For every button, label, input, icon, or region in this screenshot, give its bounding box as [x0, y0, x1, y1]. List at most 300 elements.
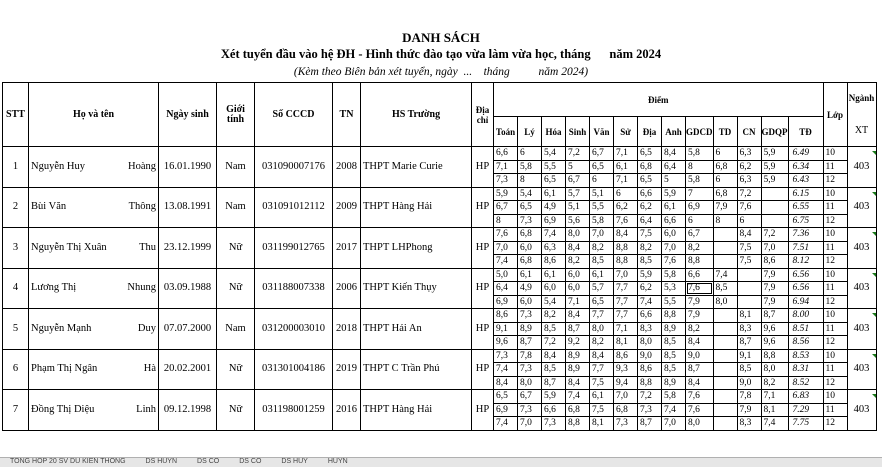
score-cell[interactable]	[713, 309, 737, 323]
score-cell[interactable]: 7,0	[590, 228, 614, 242]
score-cell[interactable]: 8,5	[662, 349, 686, 363]
score-cell[interactable]: 5,4	[542, 295, 566, 309]
score-cell[interactable]: 6,9	[494, 403, 518, 417]
score-cell[interactable]: 8,1	[614, 336, 638, 350]
score-cell[interactable]: 5,4	[542, 147, 566, 161]
score-cell[interactable]: 6,7	[494, 201, 518, 215]
score-cell[interactable]: 7,4	[566, 390, 590, 404]
score-cell[interactable]: 6,6	[662, 214, 686, 228]
score-cell[interactable]: 7,5	[590, 403, 614, 417]
score-cell[interactable]: 6,1	[590, 390, 614, 404]
score-cell[interactable]: 7,7	[614, 295, 638, 309]
score-cell[interactable]: 7,8	[737, 390, 761, 404]
score-cell[interactable]: 6,3	[737, 174, 761, 188]
score-cell[interactable]: 6,0	[566, 268, 590, 282]
score-cell[interactable]	[713, 403, 737, 417]
score-cell[interactable]: 6,0	[518, 295, 542, 309]
score-cell[interactable]: 9,1	[737, 349, 761, 363]
score-cell[interactable]: 6,1	[518, 268, 542, 282]
score-cell[interactable]: 9,6	[761, 322, 788, 336]
score-cell[interactable]: 5,9	[662, 187, 686, 201]
score-cell[interactable]: 6,5	[494, 390, 518, 404]
average-cell[interactable]: 6.43	[788, 174, 823, 188]
score-cell[interactable]: 7,0	[518, 417, 542, 431]
lop-cell[interactable]: 11	[823, 160, 847, 174]
score-cell[interactable]: 7,2	[638, 390, 662, 404]
score-cell[interactable]: 7,9	[686, 309, 714, 323]
score-cell[interactable]: 8,4	[494, 376, 518, 390]
score-cell[interactable]: 7,3	[494, 349, 518, 363]
score-cell[interactable]: 8,9	[566, 363, 590, 377]
score-cell[interactable]: 8,9	[662, 376, 686, 390]
stt-cell[interactable]: 4	[3, 268, 29, 309]
score-cell[interactable]: 7,0	[761, 241, 788, 255]
score-cell[interactable]: 8,5	[542, 322, 566, 336]
score-cell[interactable]: 6,5	[638, 147, 662, 161]
lop-cell[interactable]: 10	[823, 187, 847, 201]
score-cell[interactable]: 7,0	[614, 268, 638, 282]
score-cell[interactable]: 7,4	[494, 417, 518, 431]
score-cell[interactable]: 8,2	[686, 241, 714, 255]
score-cell[interactable]: 6,6	[638, 309, 662, 323]
score-cell[interactable]: 6,9	[686, 201, 714, 215]
score-cell[interactable]: 5,8	[686, 174, 714, 188]
score-cell[interactable]	[761, 187, 788, 201]
score-cell[interactable]: 8,4	[566, 241, 590, 255]
score-cell[interactable]: 6,7	[518, 390, 542, 404]
score-cell[interactable]: 8,4	[614, 228, 638, 242]
score-cell[interactable]: 5,9	[761, 147, 788, 161]
tn-cell[interactable]: 2008	[333, 147, 361, 188]
score-cell[interactable]: 8,1	[761, 403, 788, 417]
address-cell[interactable]: HP	[472, 228, 494, 269]
score-cell[interactable]: 7,3	[638, 403, 662, 417]
lop-cell[interactable]: 11	[823, 322, 847, 336]
cccd-cell[interactable]: 031188007338	[255, 268, 333, 309]
lop-cell[interactable]: 12	[823, 295, 847, 309]
score-cell[interactable]: 6,5	[590, 295, 614, 309]
score-cell[interactable]: 7,9	[761, 268, 788, 282]
score-cell[interactable]: 7,0	[614, 390, 638, 404]
score-cell[interactable]	[713, 363, 737, 377]
score-cell[interactable]: 7,2	[566, 147, 590, 161]
score-cell[interactable]: 8,0	[713, 295, 737, 309]
name-cell[interactable]	[29, 228, 159, 269]
score-cell[interactable]: 6,7	[590, 147, 614, 161]
score-cell[interactable]: 8,2	[686, 322, 714, 336]
average-cell[interactable]: 8.53	[788, 349, 823, 363]
score-cell[interactable]	[737, 268, 761, 282]
score-cell[interactable]: 5,7	[590, 282, 614, 296]
score-cell[interactable]: 5,9	[494, 187, 518, 201]
score-cell[interactable]	[737, 295, 761, 309]
score-cell[interactable]: 7,1	[614, 147, 638, 161]
score-cell[interactable]: 6,8	[713, 187, 737, 201]
score-cell[interactable]: 6,1	[662, 201, 686, 215]
school-cell[interactable]: THPT Kiến Thụy	[361, 268, 472, 309]
score-cell[interactable]	[713, 241, 737, 255]
cccd-cell[interactable]: 031200003010	[255, 309, 333, 350]
lop-cell[interactable]: 12	[823, 214, 847, 228]
score-cell[interactable]: 6,3	[542, 241, 566, 255]
score-cell[interactable]: 8,4	[737, 228, 761, 242]
score-cell[interactable]: 4,9	[518, 282, 542, 296]
gender-cell[interactable]: Nữ	[217, 268, 255, 309]
score-cell[interactable]: 5,5	[542, 160, 566, 174]
average-cell[interactable]: 8.52	[788, 376, 823, 390]
score-cell[interactable]: 8,8	[638, 376, 662, 390]
score-cell[interactable]: 8,5	[662, 336, 686, 350]
score-cell[interactable]: 9,6	[761, 336, 788, 350]
score-cell[interactable]	[713, 349, 737, 363]
score-cell[interactable]: 8,2	[638, 241, 662, 255]
score-cell[interactable]: 8,7	[737, 336, 761, 350]
name-cell[interactable]	[29, 349, 159, 390]
tn-cell[interactable]: 2016	[333, 390, 361, 431]
score-cell[interactable]: 8,8	[566, 417, 590, 431]
score-cell[interactable]: 6,9	[542, 214, 566, 228]
score-cell[interactable]: 8,7	[638, 417, 662, 431]
score-cell[interactable]: 8,5	[638, 255, 662, 269]
score-cell[interactable]: 6,6	[542, 403, 566, 417]
score-cell[interactable]: 7,5	[590, 376, 614, 390]
score-cell[interactable]: 7,4	[761, 417, 788, 431]
score-cell[interactable]: 7,9	[737, 403, 761, 417]
tn-cell[interactable]: 2018	[333, 309, 361, 350]
score-cell[interactable]: 5,8	[590, 214, 614, 228]
score-cell[interactable]: 7,7	[614, 309, 638, 323]
score-cell[interactable]: 8,2	[761, 376, 788, 390]
score-cell[interactable]: 8,5	[542, 363, 566, 377]
score-cell[interactable]: 6,1	[614, 160, 638, 174]
lop-cell[interactable]: 11	[823, 282, 847, 296]
score-cell[interactable]: 8	[713, 214, 737, 228]
school-cell[interactable]: THPT Hàng Hải	[361, 187, 472, 228]
score-cell[interactable]: 8,0	[518, 376, 542, 390]
score-cell[interactable]: 5,9	[542, 390, 566, 404]
score-cell[interactable]: 7,1	[761, 390, 788, 404]
score-cell[interactable]: 5,3	[662, 282, 686, 296]
average-cell[interactable]: 6.83	[788, 390, 823, 404]
score-cell[interactable]: 7	[686, 187, 714, 201]
score-cell[interactable]: 8,6	[614, 349, 638, 363]
sheet-tab[interactable]: HUYN	[327, 458, 348, 465]
score-cell[interactable]: 8,2	[566, 255, 590, 269]
score-cell[interactable]: 8,9	[662, 322, 686, 336]
score-cell[interactable]: 8,6	[542, 255, 566, 269]
lop-cell[interactable]: 12	[823, 336, 847, 350]
average-cell[interactable]: 6.75	[788, 214, 823, 228]
score-cell[interactable]: 7,5	[638, 228, 662, 242]
lop-cell[interactable]: 10	[823, 147, 847, 161]
gender-cell[interactable]: Nam	[217, 309, 255, 350]
score-cell[interactable]: 6,8	[713, 160, 737, 174]
score-cell[interactable]: 6,2	[737, 160, 761, 174]
score-cell[interactable]: 7,4	[662, 403, 686, 417]
score-cell[interactable]: 8,0	[590, 322, 614, 336]
score-cell[interactable]: 7,3	[518, 309, 542, 323]
score-cell[interactable]: 6,6	[686, 268, 714, 282]
score-cell[interactable]	[713, 390, 737, 404]
xt-cell[interactable]: 403	[847, 187, 876, 228]
score-cell[interactable]: 5,6	[566, 214, 590, 228]
score-cell[interactable]: 7,3	[518, 363, 542, 377]
tn-cell[interactable]: 2019	[333, 349, 361, 390]
score-cell[interactable]: 7,0	[662, 417, 686, 431]
score-cell[interactable]: 6,3	[737, 147, 761, 161]
score-cell[interactable]	[761, 214, 788, 228]
name-cell[interactable]	[29, 147, 159, 188]
score-cell[interactable]: 7,0	[662, 241, 686, 255]
score-cell[interactable]: 9,2	[566, 336, 590, 350]
score-cell[interactable]: 7,6	[614, 214, 638, 228]
score-cell[interactable]: 7,6	[662, 255, 686, 269]
score-cell[interactable]: 8,8	[686, 255, 714, 269]
score-cell[interactable]: 8,6	[494, 309, 518, 323]
average-cell[interactable]: 8.00	[788, 309, 823, 323]
score-cell[interactable]: 5,9	[761, 174, 788, 188]
xt-cell[interactable]: 403	[847, 268, 876, 309]
score-cell[interactable]: 7,9	[686, 295, 714, 309]
average-cell[interactable]: 6.49	[788, 147, 823, 161]
score-cell[interactable]	[713, 417, 737, 431]
name-cell[interactable]	[29, 187, 159, 228]
dob-cell[interactable]: 16.01.1990	[159, 147, 217, 188]
score-cell[interactable]: 6,6	[638, 187, 662, 201]
score-cell[interactable]: 6,8	[638, 160, 662, 174]
score-cell[interactable]: 8,6	[638, 363, 662, 377]
address-cell[interactable]: HP	[472, 309, 494, 350]
score-cell[interactable]: 8,0	[686, 417, 714, 431]
address-cell[interactable]: HP	[472, 390, 494, 431]
score-cell[interactable]: 7,9	[761, 282, 788, 296]
score-cell[interactable]: 8,8	[761, 349, 788, 363]
score-cell[interactable]: 8	[686, 160, 714, 174]
address-cell[interactable]: HP	[472, 349, 494, 390]
score-cell[interactable]: 7,1	[494, 160, 518, 174]
score-cell[interactable]	[713, 228, 737, 242]
score-cell[interactable]: 8,4	[566, 376, 590, 390]
tn-cell[interactable]: 2009	[333, 187, 361, 228]
score-cell[interactable]: 7,6	[686, 282, 714, 296]
dob-cell[interactable]: 07.07.2000	[159, 309, 217, 350]
score-cell[interactable]: 6,9	[494, 295, 518, 309]
score-cell[interactable]: 8,5	[590, 255, 614, 269]
score-cell[interactable]: 8,7	[761, 309, 788, 323]
score-cell[interactable]: 7,4	[494, 255, 518, 269]
score-cell[interactable]: 5,1	[566, 201, 590, 215]
lop-cell[interactable]: 11	[823, 363, 847, 377]
cccd-cell[interactable]: 031301004186	[255, 349, 333, 390]
dob-cell[interactable]: 20.02.2001	[159, 349, 217, 390]
lop-cell[interactable]: 12	[823, 376, 847, 390]
score-cell[interactable]: 8,5	[662, 363, 686, 377]
name-cell[interactable]	[29, 309, 159, 350]
score-cell[interactable]: 6	[686, 214, 714, 228]
score-cell[interactable]: 7,8	[518, 349, 542, 363]
score-cell[interactable]: 7,6	[686, 390, 714, 404]
score-cell[interactable]: 6	[590, 174, 614, 188]
average-cell[interactable]: 7.36	[788, 228, 823, 242]
score-cell[interactable]: 5	[662, 174, 686, 188]
score-cell[interactable]: 6,5	[638, 174, 662, 188]
score-cell[interactable]: 7,9	[713, 201, 737, 215]
score-cell[interactable]	[761, 201, 788, 215]
sheet-tab[interactable]: TONG HOP 20 SV DU KIEN THONG	[10, 458, 126, 465]
score-cell[interactable]: 8,4	[542, 349, 566, 363]
average-cell[interactable]: 8.12	[788, 255, 823, 269]
score-cell[interactable]: 6	[713, 174, 737, 188]
gender-cell[interactable]: Nữ	[217, 228, 255, 269]
score-cell[interactable]: 8,2	[542, 309, 566, 323]
score-cell[interactable]	[713, 322, 737, 336]
score-cell[interactable]: 7,4	[542, 228, 566, 242]
cccd-cell[interactable]: 031090007176	[255, 147, 333, 188]
lop-cell[interactable]: 10	[823, 228, 847, 242]
score-cell[interactable]: 8,7	[566, 322, 590, 336]
score-cell[interactable]: 6	[614, 187, 638, 201]
lop-cell[interactable]: 10	[823, 390, 847, 404]
score-cell[interactable]: 5,8	[662, 390, 686, 404]
score-cell[interactable]	[713, 376, 737, 390]
stt-cell[interactable]: 5	[3, 309, 29, 350]
gender-cell[interactable]: Nữ	[217, 390, 255, 431]
score-cell[interactable]: 7,4	[494, 363, 518, 377]
average-cell[interactable]: 6.94	[788, 295, 823, 309]
score-cell[interactable]: 8,3	[737, 417, 761, 431]
score-cell[interactable]: 7,0	[494, 241, 518, 255]
score-cell[interactable]: 8,9	[566, 349, 590, 363]
score-cell[interactable]: 8,0	[761, 363, 788, 377]
score-cell[interactable]: 8	[494, 214, 518, 228]
score-cell[interactable]: 5,4	[518, 187, 542, 201]
average-cell[interactable]: 8.31	[788, 363, 823, 377]
score-cell[interactable]: 8,4	[662, 147, 686, 161]
lop-cell[interactable]: 11	[823, 241, 847, 255]
score-cell[interactable]: 7,2	[542, 336, 566, 350]
score-cell[interactable]: 7,1	[614, 322, 638, 336]
score-cell[interactable]: 6,0	[662, 228, 686, 242]
score-cell[interactable]: 7,5	[737, 241, 761, 255]
score-cell[interactable]: 7,3	[518, 214, 542, 228]
average-cell[interactable]: 6.56	[788, 282, 823, 296]
score-cell[interactable]: 6,8	[566, 403, 590, 417]
score-cell[interactable]: 7,4	[713, 268, 737, 282]
score-cell[interactable]: 6,7	[566, 174, 590, 188]
lop-cell[interactable]: 12	[823, 417, 847, 431]
score-cell[interactable]: 6	[737, 214, 761, 228]
average-cell[interactable]: 7.51	[788, 241, 823, 255]
name-cell[interactable]	[29, 390, 159, 431]
score-cell[interactable]: 8,8	[614, 255, 638, 269]
score-cell[interactable]: 7,4	[638, 295, 662, 309]
lop-cell[interactable]: 12	[823, 174, 847, 188]
sheet-tab[interactable]: DS HUY	[281, 458, 308, 465]
average-cell[interactable]: 6.55	[788, 201, 823, 215]
score-cell[interactable]: 6,6	[494, 147, 518, 161]
score-cell[interactable]	[737, 282, 761, 296]
score-cell[interactable]: 7,6	[686, 403, 714, 417]
score-cell[interactable]: 5,1	[590, 187, 614, 201]
score-cell[interactable]: 6	[713, 147, 737, 161]
score-cell[interactable]: 6,7	[686, 228, 714, 242]
score-cell[interactable]	[713, 255, 737, 269]
lop-cell[interactable]: 11	[823, 403, 847, 417]
score-cell[interactable]: 5,0	[494, 268, 518, 282]
address-cell[interactable]: HP	[472, 187, 494, 228]
stt-cell[interactable]: 2	[3, 187, 29, 228]
score-cell[interactable]: 7,2	[761, 228, 788, 242]
score-cell[interactable]: 5,8	[518, 160, 542, 174]
stt-cell[interactable]: 1	[3, 147, 29, 188]
score-cell[interactable]: 9,1	[494, 322, 518, 336]
score-cell[interactable]: 5	[566, 160, 590, 174]
score-cell[interactable]: 9,4	[614, 376, 638, 390]
dob-cell[interactable]: 03.09.1988	[159, 268, 217, 309]
score-cell[interactable]: 8,2	[590, 336, 614, 350]
score-cell[interactable]: 9,0	[737, 376, 761, 390]
tn-cell[interactable]: 2017	[333, 228, 361, 269]
score-cell[interactable]: 7,7	[590, 309, 614, 323]
score-cell[interactable]: 6,1	[590, 268, 614, 282]
score-cell[interactable]: 6,2	[638, 282, 662, 296]
lop-cell[interactable]: 12	[823, 255, 847, 269]
sheet-tab[interactable]: DS HUYN	[145, 458, 178, 465]
score-cell[interactable]: 5,7	[566, 187, 590, 201]
score-cell[interactable]: 6,1	[542, 268, 566, 282]
dob-cell[interactable]: 13.08.1991	[159, 187, 217, 228]
stt-cell[interactable]: 6	[3, 349, 29, 390]
xt-cell[interactable]: 403	[847, 349, 876, 390]
average-cell[interactable]: 6.15	[788, 187, 823, 201]
score-cell[interactable]: 8,9	[518, 322, 542, 336]
score-cell[interactable]: 9,0	[638, 349, 662, 363]
score-cell[interactable]: 4,9	[542, 201, 566, 215]
score-cell[interactable]: 5,5	[662, 295, 686, 309]
score-cell[interactable]	[713, 336, 737, 350]
score-cell[interactable]: 8,7	[518, 336, 542, 350]
gender-cell[interactable]: Nam	[217, 187, 255, 228]
score-cell[interactable]: 8,1	[737, 309, 761, 323]
average-cell[interactable]: 7.29	[788, 403, 823, 417]
score-cell[interactable]: 6,4	[494, 282, 518, 296]
score-cell[interactable]: 5,8	[686, 147, 714, 161]
score-cell[interactable]: 8,8	[614, 241, 638, 255]
score-cell[interactable]: 6,4	[638, 214, 662, 228]
score-cell[interactable]: 8,2	[590, 241, 614, 255]
score-cell[interactable]: 8,6	[761, 255, 788, 269]
tn-cell[interactable]: 2006	[333, 268, 361, 309]
score-cell[interactable]: 5,5	[590, 201, 614, 215]
score-cell[interactable]: 6,0	[542, 282, 566, 296]
score-cell[interactable]: 6,4	[662, 160, 686, 174]
score-cell[interactable]: 8,4	[686, 376, 714, 390]
gender-cell[interactable]: Nam	[217, 147, 255, 188]
score-cell[interactable]: 7,6	[737, 201, 761, 215]
stt-cell[interactable]: 3	[3, 228, 29, 269]
score-cell[interactable]: 7,3	[494, 174, 518, 188]
score-cell[interactable]: 8,7	[542, 376, 566, 390]
average-cell[interactable]: 8.51	[788, 322, 823, 336]
score-cell[interactable]: 7,6	[494, 228, 518, 242]
sheet-tab[interactable]: DS CO	[239, 458, 262, 465]
xt-cell[interactable]: 403	[847, 228, 876, 269]
address-cell[interactable]: HP	[472, 147, 494, 188]
school-cell[interactable]: THPT C Trần Phú	[361, 349, 472, 390]
score-cell[interactable]: 8,0	[566, 228, 590, 242]
xt-cell[interactable]: 403	[847, 390, 876, 431]
score-cell[interactable]: 6,0	[518, 241, 542, 255]
